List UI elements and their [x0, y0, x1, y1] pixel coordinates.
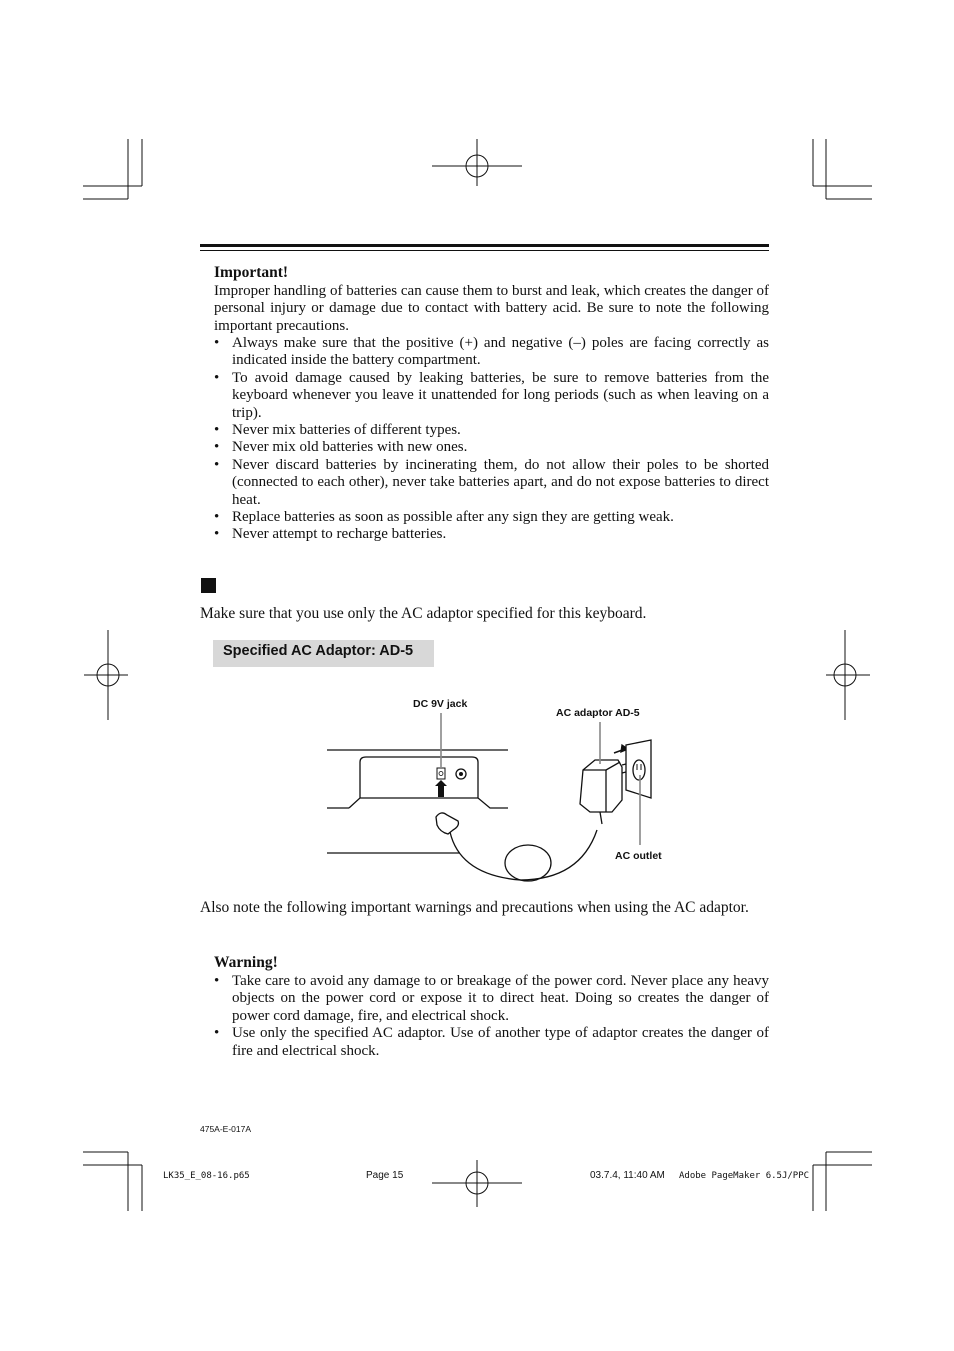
list-item — [214, 973, 769, 1025]
footer-file-name: LK35_E_08-16.p65 — [163, 1171, 250, 1181]
list-item — [214, 370, 769, 422]
warning-heading: Warning! — [214, 954, 278, 971]
outlet-label: AC outlet — [615, 850, 662, 862]
list-item — [214, 422, 769, 439]
bullet-icon: • — [214, 439, 220, 456]
bullet-text: Always make sure that the positive (+) and negative (–) poles are facing correctly as indicated inside the battery compartment. — [232, 335, 769, 369]
list-item — [214, 439, 769, 456]
bullet-text: Never mix old batteries with new ones. — [232, 439, 468, 456]
also-note-text: Also note the following important warnings and precautions when using the AC adaptor. — [200, 899, 749, 916]
list-item — [214, 526, 769, 543]
bullet-icon: • — [214, 509, 220, 526]
list-item — [214, 457, 769, 509]
important-intro: Improper handling of batteries can cause them to burst and leak, which creates the danger of personal injury or damage due to contact with battery acid. Be sure to note the following important precautions. — [214, 283, 769, 334]
ac-adaptor-diagram — [320, 710, 670, 890]
bullet-text: Never attempt to recharge batteries. — [232, 526, 447, 543]
important-heading: Important! — [214, 264, 289, 281]
bullet-text: To avoid damage caused by leaking batteries, be sure to remove batteries from the keyboard whenever you leave it unattended for long periods (such as when leaving on a trip). — [232, 369, 769, 421]
bullet-icon: • — [214, 456, 220, 473]
header-rule-thin — [200, 250, 769, 251]
bullet-text: Replace batteries as soon as possible after any sign they are getting weak. — [232, 509, 674, 526]
dc-jack-label: DC 9V jack — [413, 698, 468, 710]
bullet-icon: • — [214, 973, 220, 989]
bullet-icon: • — [214, 1025, 220, 1042]
footer-date: 03.7.4, 11:40 AM — [590, 1170, 665, 1181]
bullet-text: Never discard batteries by incinerating them, do not allow their poles to be shorted (connected to each other), never take batteries apart, and do not expose batteries to direct heat. — [232, 456, 769, 508]
bullet-icon: • — [214, 369, 220, 386]
footer-application: Adobe PageMaker 6.5J/PPC — [679, 1171, 810, 1181]
bullet-icon: • — [214, 526, 220, 543]
adaptor-label: AC adaptor AD-5 — [556, 707, 640, 719]
section-square-icon — [201, 578, 216, 593]
footer-page-number: Page 15 — [366, 1170, 404, 1181]
spec-label: Specified AC Adaptor: AD-5 — [223, 643, 414, 659]
bullet-text: Take care to avoid any damage to or breakage of the power cord. Never place any heavy objects on the power cord or expose it to direct heat. Doing so creates the danger of power cord damage, fire, and electrical shock. — [232, 973, 769, 1024]
bullet-icon: • — [214, 335, 220, 351]
header-rule — [200, 244, 769, 247]
list-item — [214, 335, 769, 370]
list-item — [214, 509, 769, 526]
bullet-icon: • — [214, 422, 220, 439]
bullet-text: Use only the specified AC adaptor. Use of another type of adaptor creates the danger of fire and electrical shock. — [232, 1025, 769, 1059]
important-bullet-list — [214, 335, 769, 544]
ac-intro: Make sure that you use only the AC adaptor specified for this keyboard. — [200, 605, 647, 622]
bullet-text: Never mix batteries of different types. — [232, 422, 461, 439]
warning-bullet-list — [214, 973, 769, 1060]
page-code: 475A-E-017A — [200, 1124, 252, 1134]
list-item — [214, 1025, 769, 1060]
